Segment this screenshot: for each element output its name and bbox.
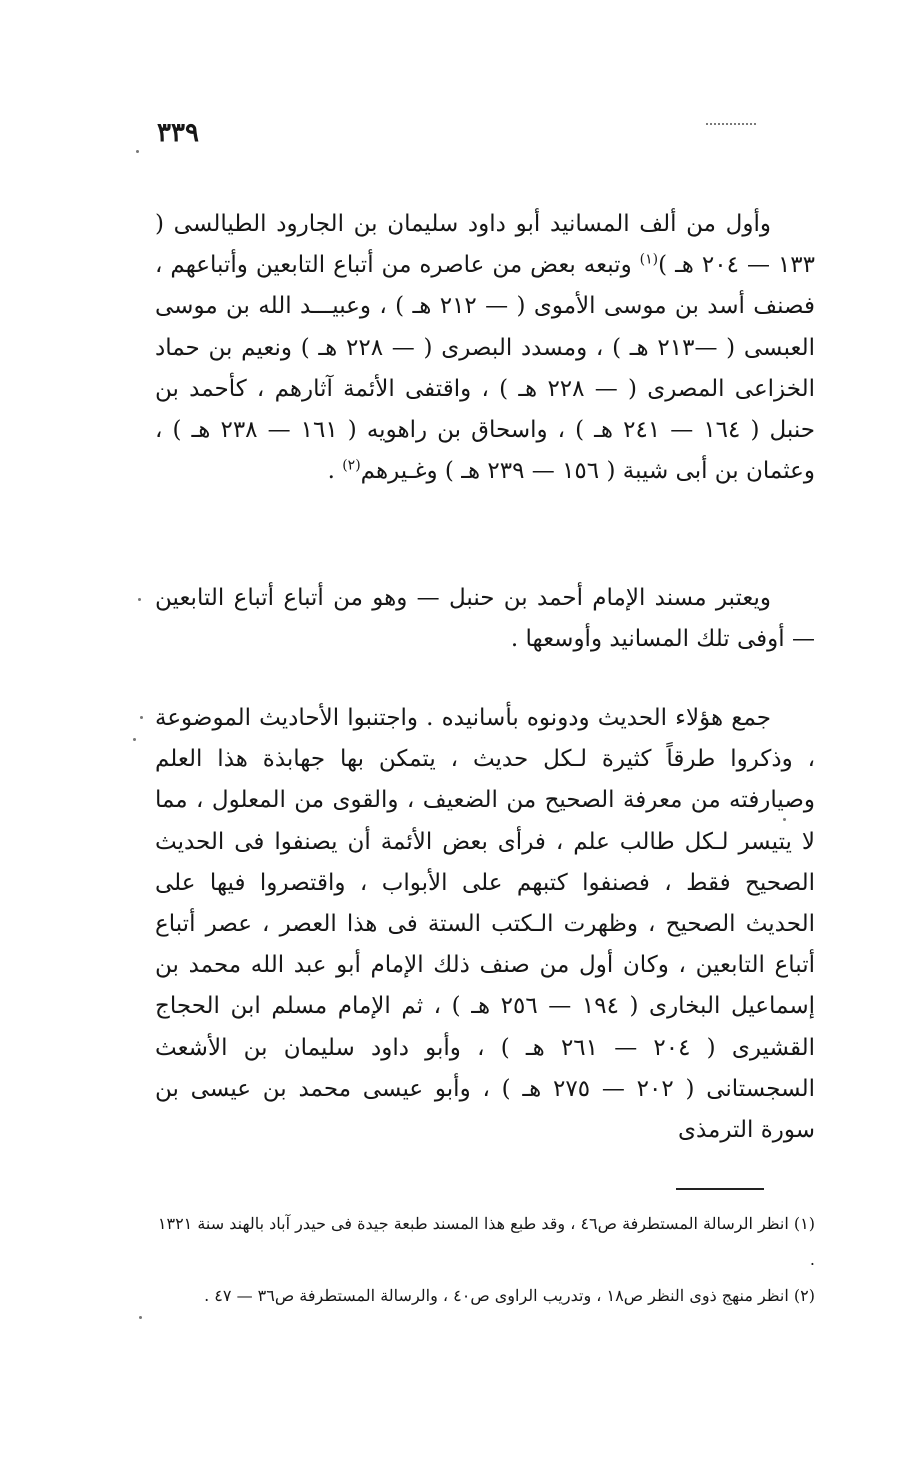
- paragraph-1-text: [155, 204, 815, 492]
- footnotes: [150, 1206, 815, 1314]
- scan-speck: [133, 738, 136, 741]
- footnote-ref-1[interactable]: (١): [639, 251, 659, 268]
- paragraph-musnad-origins: [155, 204, 815, 492]
- footnote-1: (١) انظر الرسالة المستطرفة ص٤٦ ، وقد طبع هذا المسند طبعة جيدة فى حيدر آباد بالهند سنة ١٣٢١ .: [157, 1214, 815, 1269]
- paragraph-musnad-ahmad: [155, 578, 815, 660]
- paragraph-3-text: جمع هؤلاء الحديث ودونوه بأسانيده . واجتنبوا الأحاديث الموضوعة ، وذكروا طرقاً كثيرة لـكل حديث ، يتمكن بها جهابذة هذا العلم وصيارفته من معرفة الصحيح من الضعيف ، والقوى من المعلول ، مما لا يتيسر لـكل طالب علم ، فرأى بعض الأئمة أن يصنفوا فى الحديث الصحيح فقط ، فصنفوا كتبهم على الأبواب ، واقتصروا فيها على الحديث الصحيح ، وظهرت الـكتب الستة فى هذا العصر ، عصر أتباع أتباع التابعين ، وكان أول من صنف ذلك الإمام أبو عبد الله محمد بن إسماعيل البخارى ( ١٩٤ — ٢٥٦ هـ ) ، ثم الإمام مسلم ابن الحجاج القشيرى ( ٢٠٤ — ٢٦١ هـ ) ، وأبو داود سليمان بن الأشعث السجستانى ( ٢٠٢ — ٢٧٥ هـ ) ، وأبو عيسى محمد بن عيسى بن سورة الترمذى: [155, 705, 816, 1144]
- scan-speck: [138, 598, 141, 601]
- header-mark: [706, 123, 756, 125]
- paragraph-six-books: [155, 698, 815, 1151]
- scan-speck: [140, 716, 143, 719]
- footnote-separator: [676, 1188, 764, 1190]
- scan-speck: [136, 150, 139, 153]
- paragraph-2-text: ويعتبر مسند الإمام أحمد بن حنبل — وهو من أتباع أتباع التابعين — أوفى تلك المسانيد وأوسعها .: [155, 585, 815, 653]
- scan-speck: [783, 818, 786, 821]
- paragraph-1-part-a: وأول من ألف المسانيد أبو داود سليمان بن الجارود الطيالسى ( ١٣٣ — ٢٠٤ هـ ): [155, 211, 815, 279]
- footnote-ref-2[interactable]: (٢): [342, 457, 361, 474]
- scan-speck: [139, 1316, 142, 1319]
- paragraph-1-part-b: وتبعه بعض من عاصره من أتباع التابعين وأتباعهم ، فصنف أسد بن موسى الأموى ( — ٢١٢ هـ ) ، وعبيـــد الله بن موسى العبسى ( —٢١٣ هـ ) ، ومسدد البصرى ( — ٢٢٨ هـ ) ونعيم بن حماد الخزاعى المصرى ( — ٢٢٨ هـ ) ، واقتفى الأئمة آثارهم ، كأحمد بن حنبل ( ١٦٤ — ٢٤١ هـ ) ، واسحاق بن راهويه ( ١٦١ — ٢٣٨ هـ ) ، وعثمان بن أبى شيبة ( ١٥٦ — ٢٣٩ هـ ) وغـيرهم: [155, 252, 816, 485]
- paragraph-1-part-c: .: [327, 458, 343, 485]
- page-number: ٣٣٩: [157, 118, 199, 148]
- footnote-2: (٢) انظر منهج ذوى النظر ص١٨ ، وتدريب الراوى ص٤٠ ، والرسالة المستطرفة ص٣٦ — ٤٧ .: [204, 1286, 815, 1305]
